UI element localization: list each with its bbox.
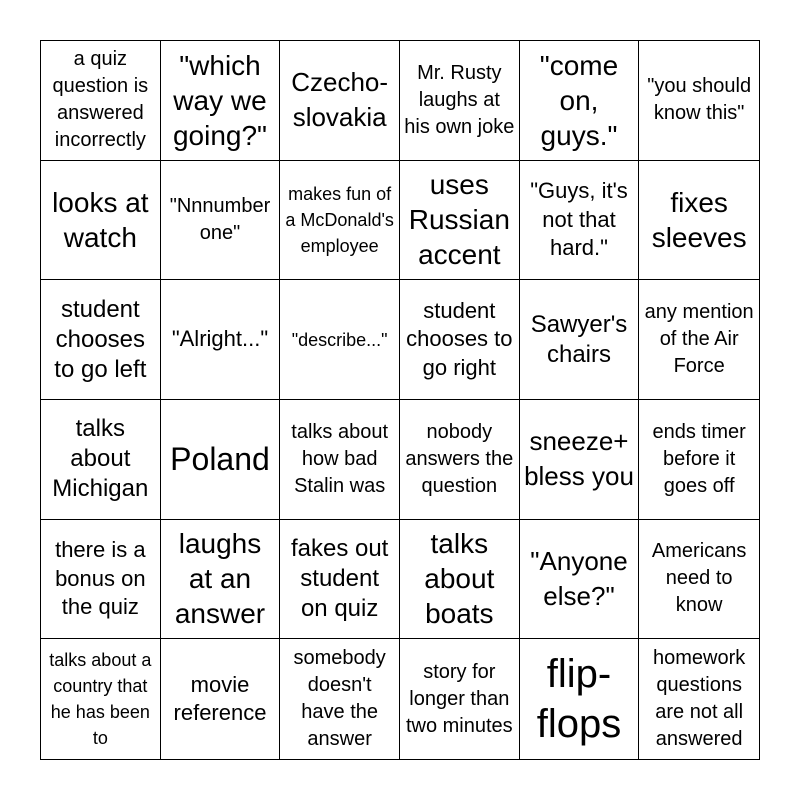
bingo-board	[40, 40, 760, 760]
bingo-cell[interactable]: story for longer than two minutes	[400, 639, 520, 759]
bingo-cell[interactable]: looks at watch	[41, 161, 161, 281]
bingo-cell[interactable]: talks about a country that he has been to	[41, 639, 161, 759]
bingo-cell[interactable]: fakes out student on quiz	[280, 520, 400, 640]
bingo-cell[interactable]: student chooses to go right	[400, 280, 520, 400]
bingo-cell[interactable]: fixes sleeves	[639, 161, 759, 281]
bingo-cell[interactable]: a quiz question is answered incorrectly	[41, 41, 161, 161]
bingo-cell[interactable]: "describe..."	[280, 280, 400, 400]
bingo-cell[interactable]: any mention of the Air Force	[639, 280, 759, 400]
bingo-cell[interactable]: talks about Michigan	[41, 400, 161, 520]
bingo-cell[interactable]: there is a bonus on the quiz	[41, 520, 161, 640]
bingo-cell[interactable]: Czecho-slovakia	[280, 41, 400, 161]
bingo-cell[interactable]: "Alright..."	[161, 280, 281, 400]
bingo-cell[interactable]: "Anyone else?"	[520, 520, 640, 640]
bingo-cell[interactable]: talks about how bad Stalin was	[280, 400, 400, 520]
bingo-cell[interactable]: homework questions are not all answered	[653, 647, 746, 751]
bingo-cell[interactable]: sneeze+ bless you	[520, 400, 640, 520]
bingo-cell[interactable]: somebody doesn't have the answer	[280, 639, 400, 759]
bingo-cell[interactable]: movie reference	[161, 639, 281, 759]
bingo-cell[interactable]: student chooses to go left	[41, 280, 161, 400]
bingo-cell[interactable]: Americans need to know	[639, 520, 759, 640]
bingo-cell[interactable]: ends timer before it goes off	[639, 400, 759, 520]
bingo-cell[interactable]: Sawyer's chairs	[520, 280, 640, 400]
bingo-cell[interactable]: flip-flops	[520, 639, 640, 759]
bingo-cell[interactable]: Poland	[161, 400, 281, 520]
bingo-cell[interactable]: laughs at an answer	[161, 520, 281, 640]
bingo-cell[interactable]: "you should know this"	[639, 41, 759, 161]
bingo-cell[interactable]: makes fun of a McDonald's employee	[280, 161, 400, 281]
bingo-cell[interactable]: nobody answers the question	[400, 400, 520, 520]
bingo-cell[interactable]: uses Russian accent	[400, 161, 520, 281]
bingo-cell[interactable]: Mr. Rusty laughs at his own joke	[400, 41, 520, 161]
bingo-cell[interactable]: "Nnnumber one"	[161, 161, 281, 281]
bingo-cell[interactable]: talks about boats	[400, 520, 520, 640]
bingo-cell[interactable]: "Guys, it's not that hard."	[520, 161, 640, 281]
bingo-cell[interactable]: "which way we going?"	[161, 41, 281, 161]
bingo-cell[interactable]: "come on, guys."	[520, 41, 640, 161]
